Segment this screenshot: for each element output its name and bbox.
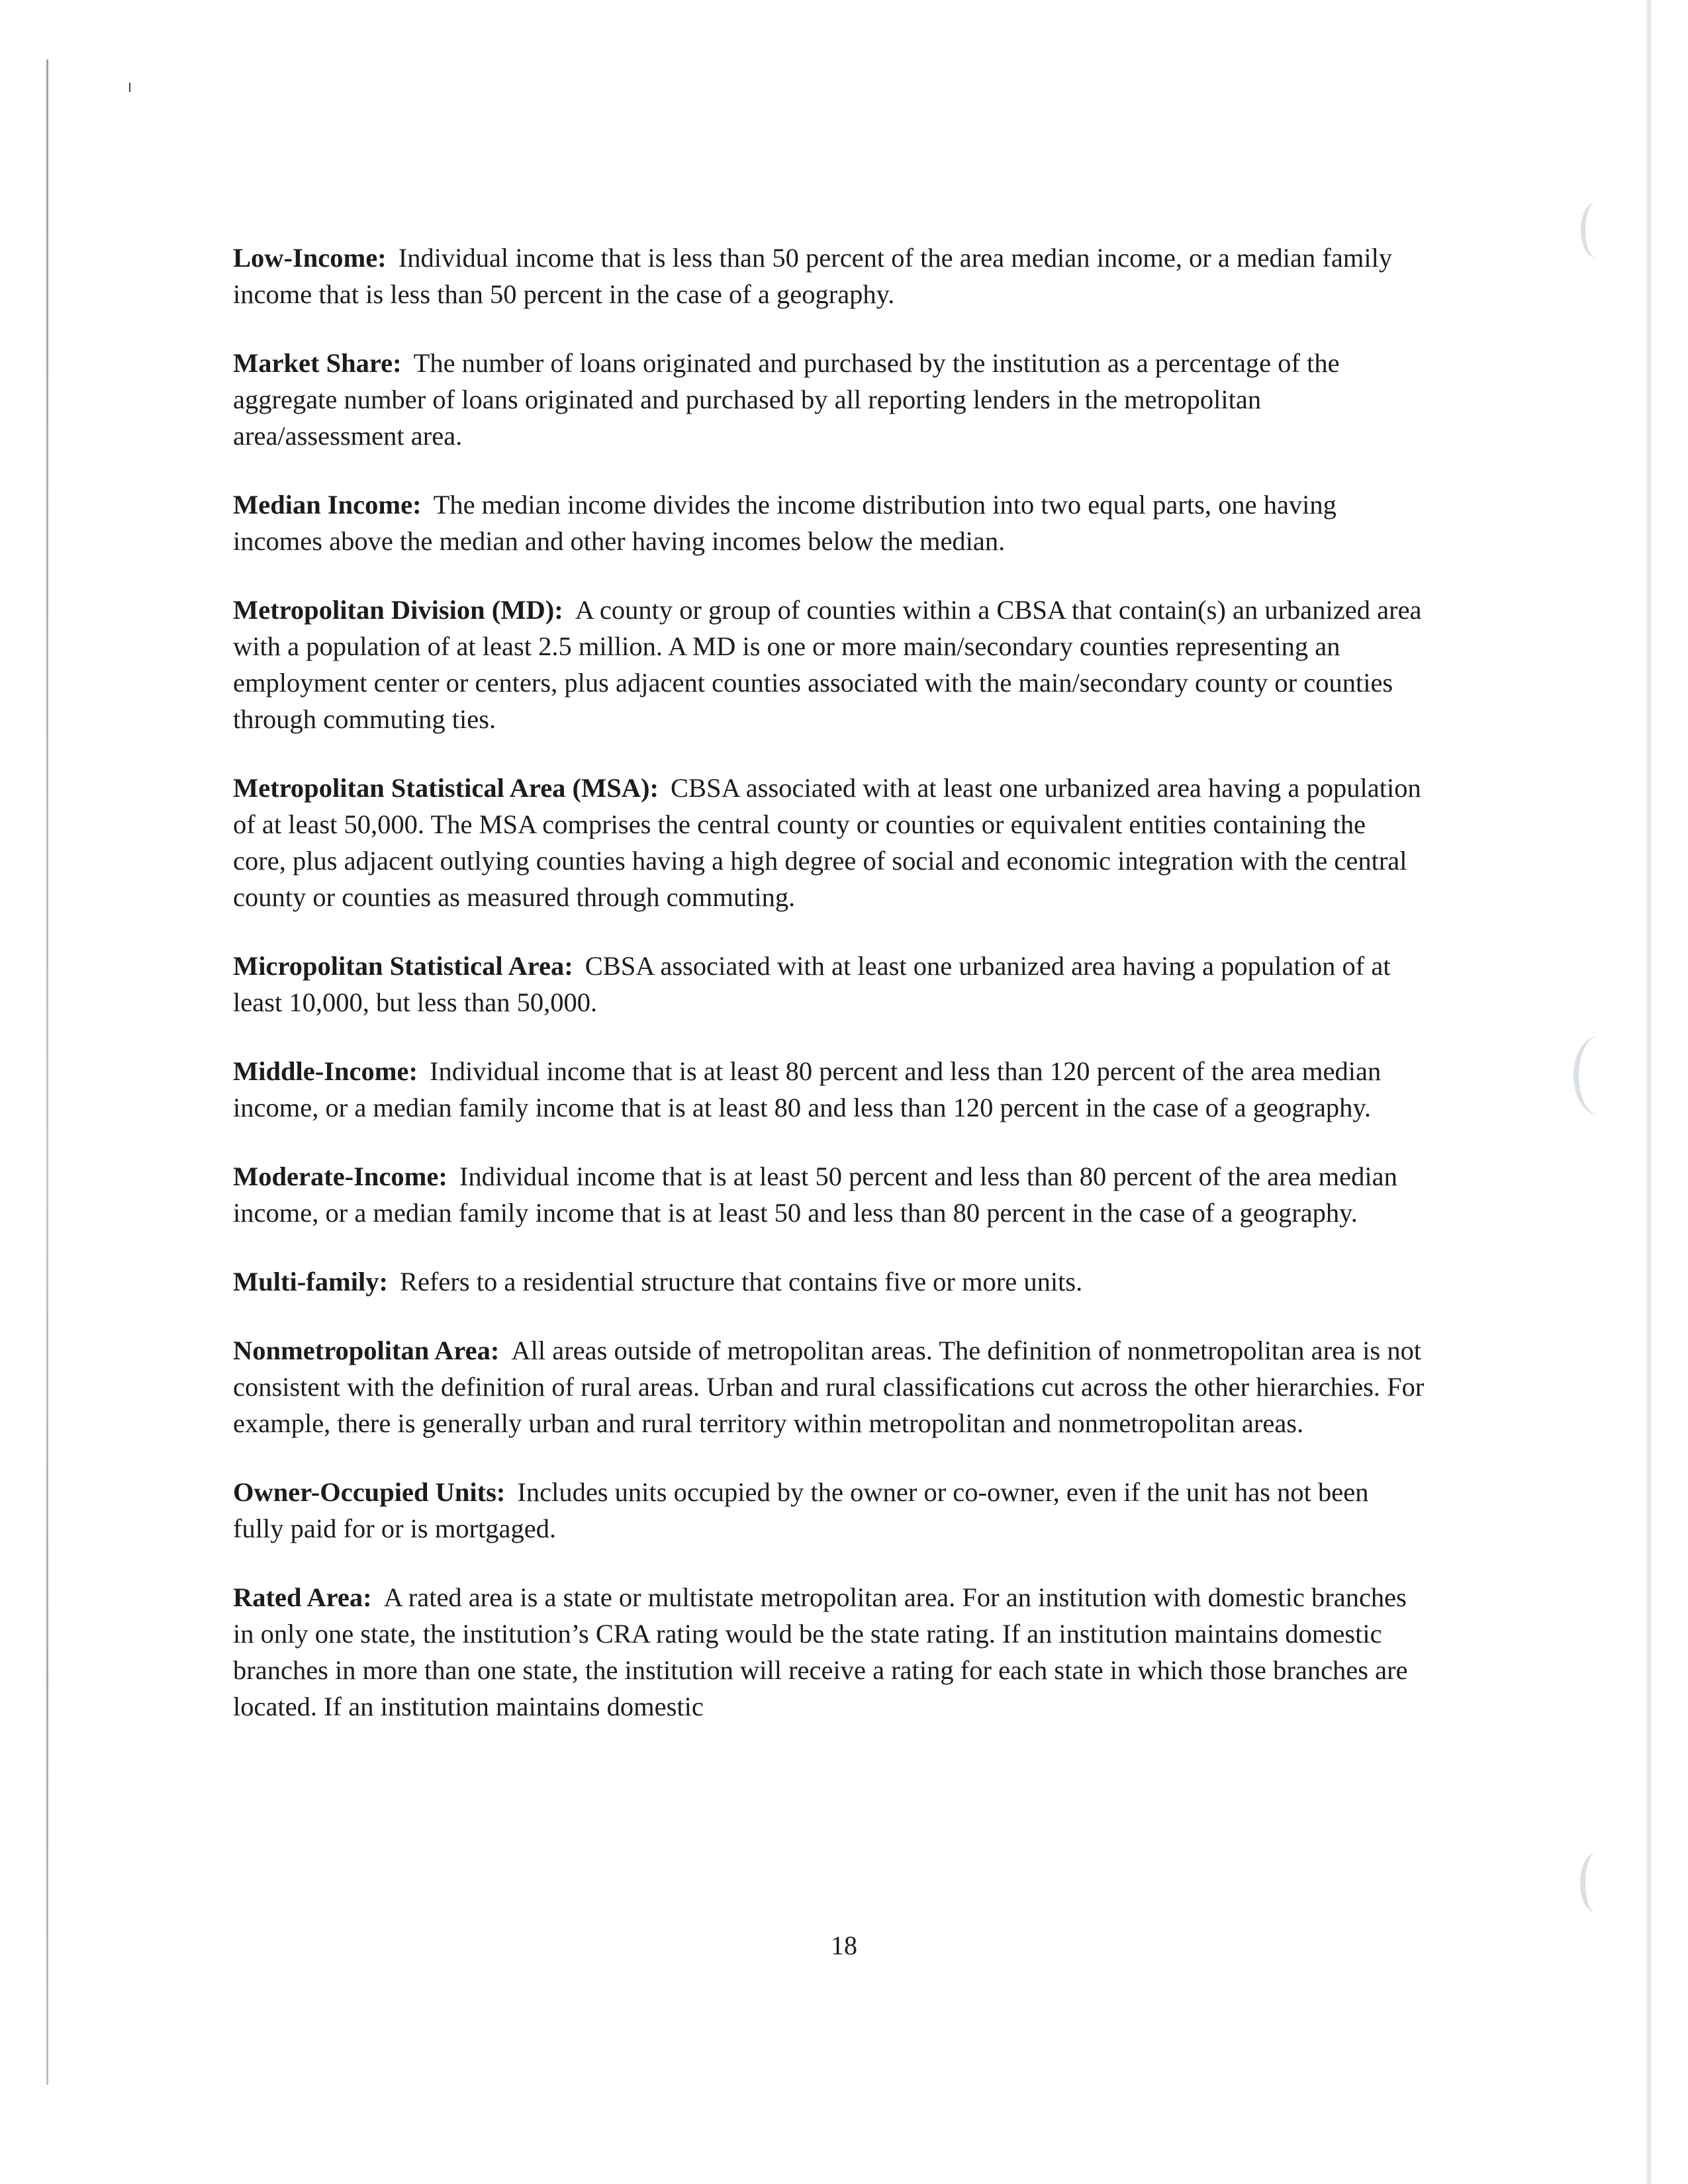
- glossary-entry-moderate-income: [233, 1158, 1425, 1231]
- glossary-definition: Individual income that is at least 50 percent and less than 80 percent of the area median income, or a median family income that is at least 50 and less than 80 percent in the case of a geography.: [233, 1161, 1397, 1228]
- glossary-definition: Individual income that is at least 80 percent and less than 120 percent of the area median income, or a median family income that is at least 80 and less than 120 percent in the case of a geography.: [233, 1056, 1382, 1122]
- glossary-definition: All areas outside of metropolitan areas. The definition of nonmetropolitan area is not consistent with the definition of rural areas. Urban and rural classifications cut across the other hierarchies. For example, there is generally urban and rural territory within metropolitan and nonmetropolitan areas.: [233, 1336, 1425, 1438]
- glossary-definition: The number of loans originated and purchased by the institution as a percentage of the aggregate number of loans originated and purchased by all reporting lenders in the metropolitan area/assessment area.: [233, 348, 1340, 451]
- punch-hole-top: [1581, 202, 1612, 258]
- glossary-term: Middle-Income:: [233, 1056, 418, 1086]
- glossary-term: Market Share:: [233, 348, 402, 378]
- scan-tick-mark: [129, 83, 130, 92]
- glossary-term: Metropolitan Division (MD):: [233, 595, 563, 625]
- glossary-entry-nonmetropolitan-area: [233, 1332, 1425, 1441]
- glossary-term: Rated Area:: [233, 1582, 372, 1612]
- glossary-definition: A county or group of counties within a CBSA that contain(s) an urbanized area with a population of at least 2.5 million. A MD is one or more main/secondary counties representing an employment center or centers, plus adjacent counties associated with the main/secondary county or counties through commuting ties.: [233, 595, 1422, 734]
- glossary-term: Nonmetropolitan Area:: [233, 1336, 500, 1365]
- glossary-entry-owner-occupied-units: [233, 1474, 1425, 1547]
- glossary-term: Metropolitan Statistical Area (MSA):: [233, 773, 659, 803]
- glossary-entry-multi-family: [233, 1263, 1425, 1300]
- glossary-definition: The median income divides the income distribution into two equal parts, one having incomes above the median and other having incomes below the median.: [233, 490, 1336, 556]
- punch-hole-bottom: [1580, 1853, 1612, 1913]
- glossary-entry-rated-area: [233, 1579, 1425, 1725]
- glossary-entry-low-income: [233, 240, 1425, 312]
- glossary-entry-metropolitan-division: [233, 592, 1425, 737]
- glossary-definition: CBSA associated with at least one urbanized area having a population of at least 10,000, but less than 50,000.: [233, 951, 1391, 1017]
- glossary-definition: Individual income that is less than 50 percent of the area median income, or a median family income that is less than 50 percent in the case of a geography.: [233, 243, 1393, 309]
- glossary-entry-metropolitan-statistical-area: [233, 770, 1425, 915]
- glossary-entry-micropolitan-statistical-area: [233, 948, 1425, 1021]
- glossary-definition: A rated area is a state or multistate metropolitan area. For an institution with domestic branches in only one state, the institution’s CRA rating would be the state rating. If an institution maintains domestic branches in more than one state, the institution will receive a rating for each state in which those branches are located. If an institution maintains domestic: [233, 1582, 1408, 1721]
- glossary-entry-market-share: [233, 345, 1425, 454]
- glossary-list: [233, 240, 1425, 1757]
- glossary-term: Low-Income:: [233, 243, 387, 273]
- glossary-term: Owner-Occupied Units:: [233, 1477, 506, 1507]
- glossary-term: Median Income:: [233, 490, 422, 520]
- page-number: 18: [831, 1931, 857, 1960]
- glossary-entry-middle-income: [233, 1053, 1425, 1126]
- punch-hole-middle: [1573, 1036, 1625, 1115]
- glossary-term: Micropolitan Statistical Area:: [233, 951, 573, 981]
- glossary-entry-median-income: [233, 486, 1425, 559]
- glossary-term: Moderate-Income:: [233, 1161, 447, 1191]
- glossary-definition: Refers to a residential structure that contains five or more units.: [399, 1267, 1083, 1297]
- glossary-definition: Includes units occupied by the owner or co-owner, even if the unit has not been fully paid for or is mortgaged.: [233, 1477, 1369, 1543]
- glossary-definition: CBSA associated with at least one urbanized area having a population of at least 50,000. The MSA comprises the central county or counties or equivalent entities containing the core, plus adjacent outlying counties having a high degree of social and economic integration with the central county or counties as measured through commuting.: [233, 773, 1421, 912]
- scan-left-edge-line: [46, 60, 48, 2085]
- scan-right-edge-shadow: [1645, 0, 1652, 2184]
- glossary-term: Multi-family:: [233, 1267, 388, 1297]
